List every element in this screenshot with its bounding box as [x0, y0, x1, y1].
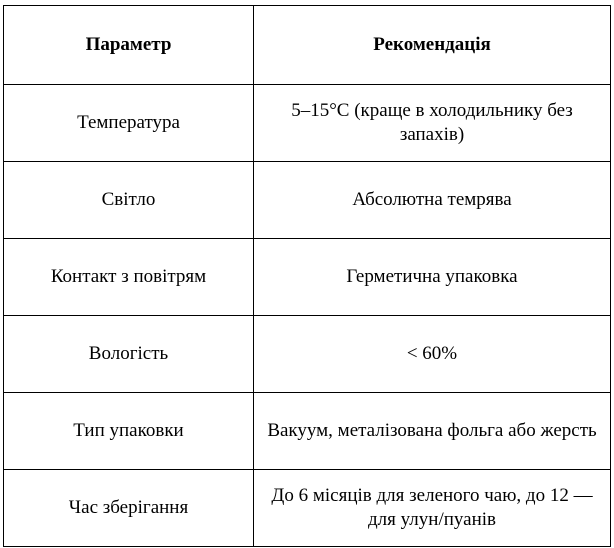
storage-recommendations-table — [3, 5, 611, 547]
cell-recommendation: < 60% — [254, 316, 611, 393]
table-header-row — [4, 6, 611, 85]
table-row — [4, 316, 611, 393]
header-recommendation: Рекомендація — [254, 6, 611, 85]
table-row — [4, 85, 611, 162]
cell-parameter: Контакт з повітрям — [4, 239, 254, 316]
cell-parameter: Тип упаковки — [4, 393, 254, 470]
cell-recommendation: Герметична упаковка — [254, 239, 611, 316]
header-parameter: Параметр — [4, 6, 254, 85]
cell-parameter: Температура — [4, 85, 254, 162]
cell-recommendation: 5–15°C (краще в холодильнику без запахів) — [254, 85, 611, 162]
table-row — [4, 393, 611, 470]
table-row — [4, 470, 611, 547]
table-row — [4, 239, 611, 316]
cell-parameter: Вологість — [4, 316, 254, 393]
cell-parameter: Світло — [4, 162, 254, 239]
cell-parameter: Час зберігання — [4, 470, 254, 547]
cell-recommendation: Вакуум, металізована фольга або жерсть — [254, 393, 611, 470]
cell-recommendation: Абсолютна темрява — [254, 162, 611, 239]
cell-recommendation: До 6 місяців для зеленого чаю, до 12 — для улун/пуанів — [254, 470, 611, 547]
table-row — [4, 162, 611, 239]
